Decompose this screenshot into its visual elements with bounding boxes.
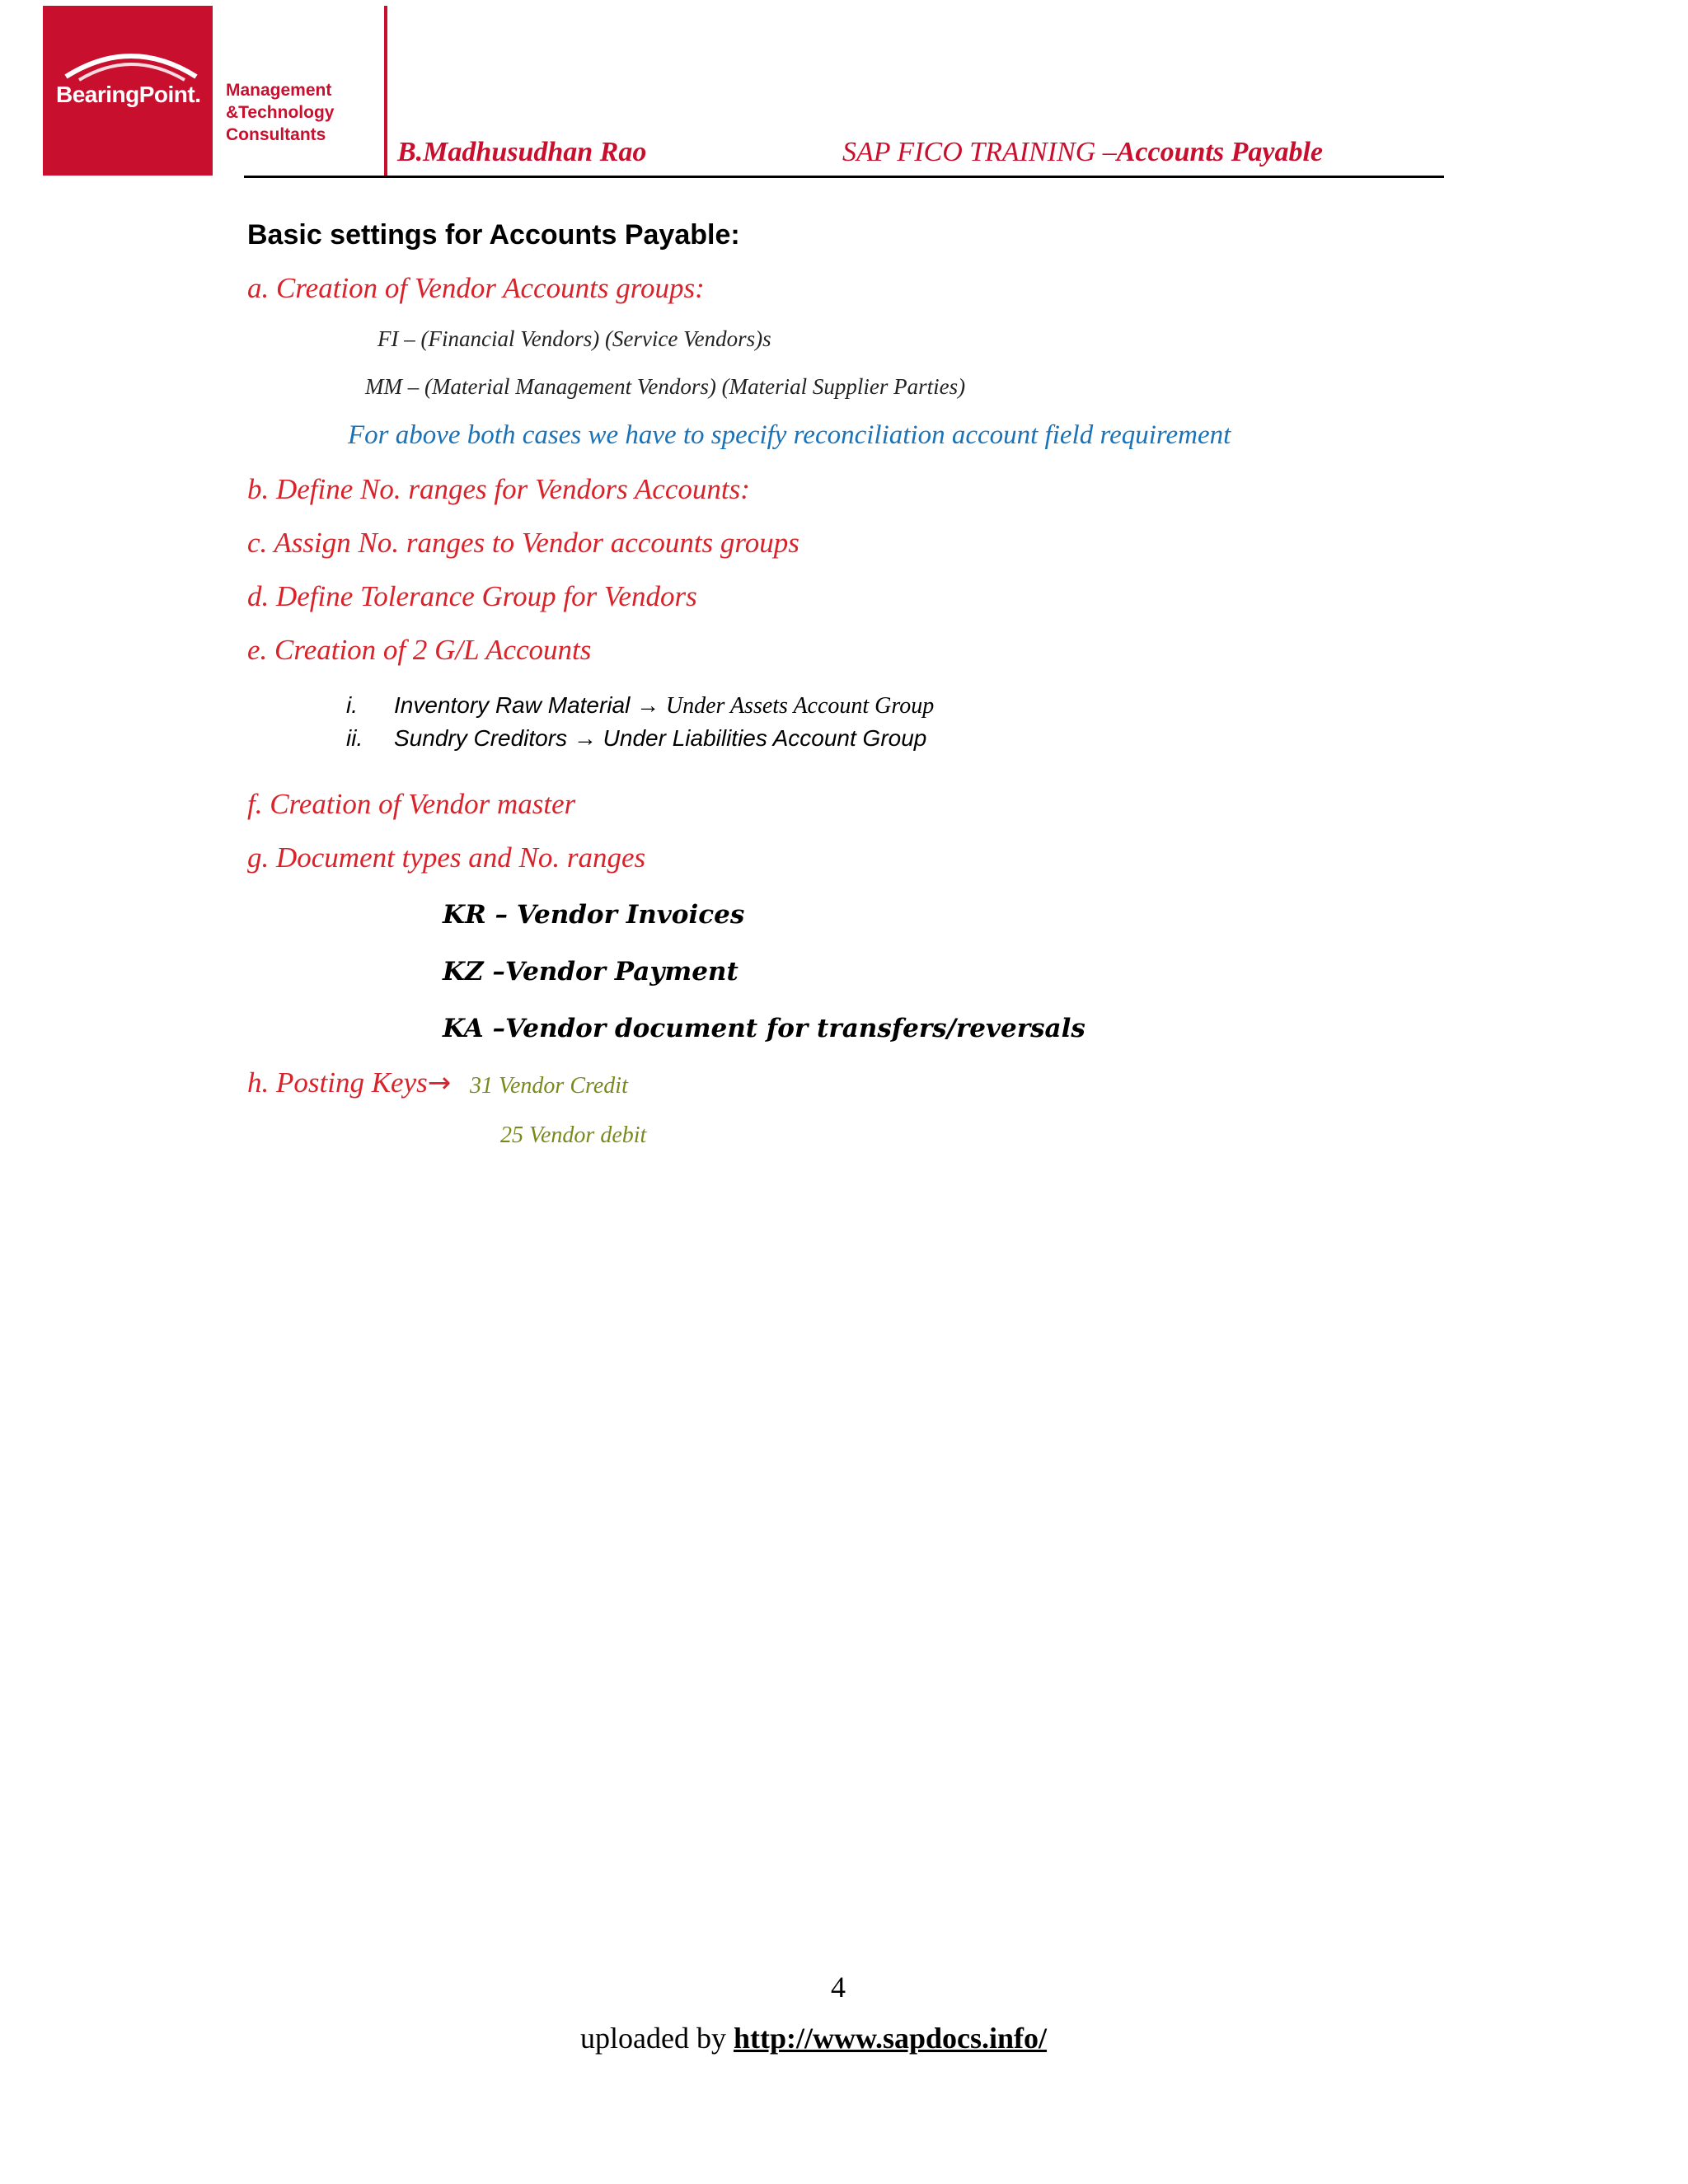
header-author: B.Madhusudhan Rao [397, 137, 647, 167]
gl-account-group-2: Under Liabilities Account Group [603, 725, 927, 751]
doc-type-kr: KR – Vendor Invoices [443, 900, 745, 930]
logo-subtitle-line-1: Management [226, 81, 332, 100]
page-number: 4 [831, 1971, 846, 2004]
item-e: e. Creation of 2 G/L Accounts [247, 634, 592, 666]
posting-key-25: 25 Vendor debit [500, 1122, 647, 1148]
page-heading: Basic settings for Accounts Payable: [247, 219, 740, 251]
item-b: b. Define No. ranges for Vendors Accounts: [247, 473, 750, 505]
header-course [842, 137, 1323, 168]
arrow-right-icon: → [427, 1066, 452, 1099]
gl-account-1 [394, 692, 934, 719]
item-a: a. Creation of Vendor Accounts groups: [247, 272, 705, 304]
footer-uploaded-by [580, 2021, 1047, 2055]
gl-account-group-1: Under Assets Account Group [665, 693, 935, 719]
footer-prefix: uploaded by [580, 2022, 734, 2055]
doc-type-kz: KZ –Vendor Payment [443, 957, 738, 987]
gl-account-label-1: Inventory Raw Material [394, 692, 631, 718]
header-course-prefix: SAP FICO TRAINING – [842, 137, 1117, 167]
footer-link[interactable]: http://www.sapdocs.info/ [733, 2022, 1048, 2055]
item-d: d. Define Tolerance Group for Vendors [247, 580, 697, 612]
logo-brand-text: BearingPoint. [56, 82, 201, 107]
bearingpoint-logo [43, 6, 213, 176]
gl-account-label-2: Sundry Creditors [394, 725, 568, 751]
logo-subtitle-line-3: Consultants [226, 125, 326, 144]
header-course-topic: Accounts Payable [1116, 137, 1324, 167]
mm-line: MM – (Material Management Vendors) (Material Supplier Parties) [365, 374, 966, 399]
fi-line: FI – (Financial Vendors) (Service Vendors)s [377, 326, 771, 351]
item-f: f. Creation of Vendor master [247, 788, 576, 820]
posting-key-31: 31 Vendor Credit [470, 1073, 628, 1099]
reconciliation-note: For above both cases we have to specify reconciliation account field requirement [348, 420, 1231, 450]
item-h [247, 1066, 451, 1099]
arrow-right-icon: → [636, 692, 660, 718]
gl-account-num-2: ii. [346, 725, 363, 751]
logo-arc-icon [61, 44, 201, 83]
item-h-label: h. Posting Keys [247, 1066, 428, 1099]
header-rule [244, 176, 1444, 178]
logo-subtitle-line-2: &Technology [226, 103, 335, 122]
arrow-right-icon: → [573, 725, 597, 751]
doc-type-ka: KA –Vendor document for transfers/reversals [443, 1014, 1085, 1043]
item-c: c. Assign No. ranges to Vendor accounts groups [247, 527, 799, 559]
item-g: g. Document types and No. ranges [247, 841, 646, 874]
gl-account-2 [394, 725, 926, 752]
header-vertical-divider [384, 6, 387, 176]
gl-account-num-1: i. [346, 692, 358, 718]
